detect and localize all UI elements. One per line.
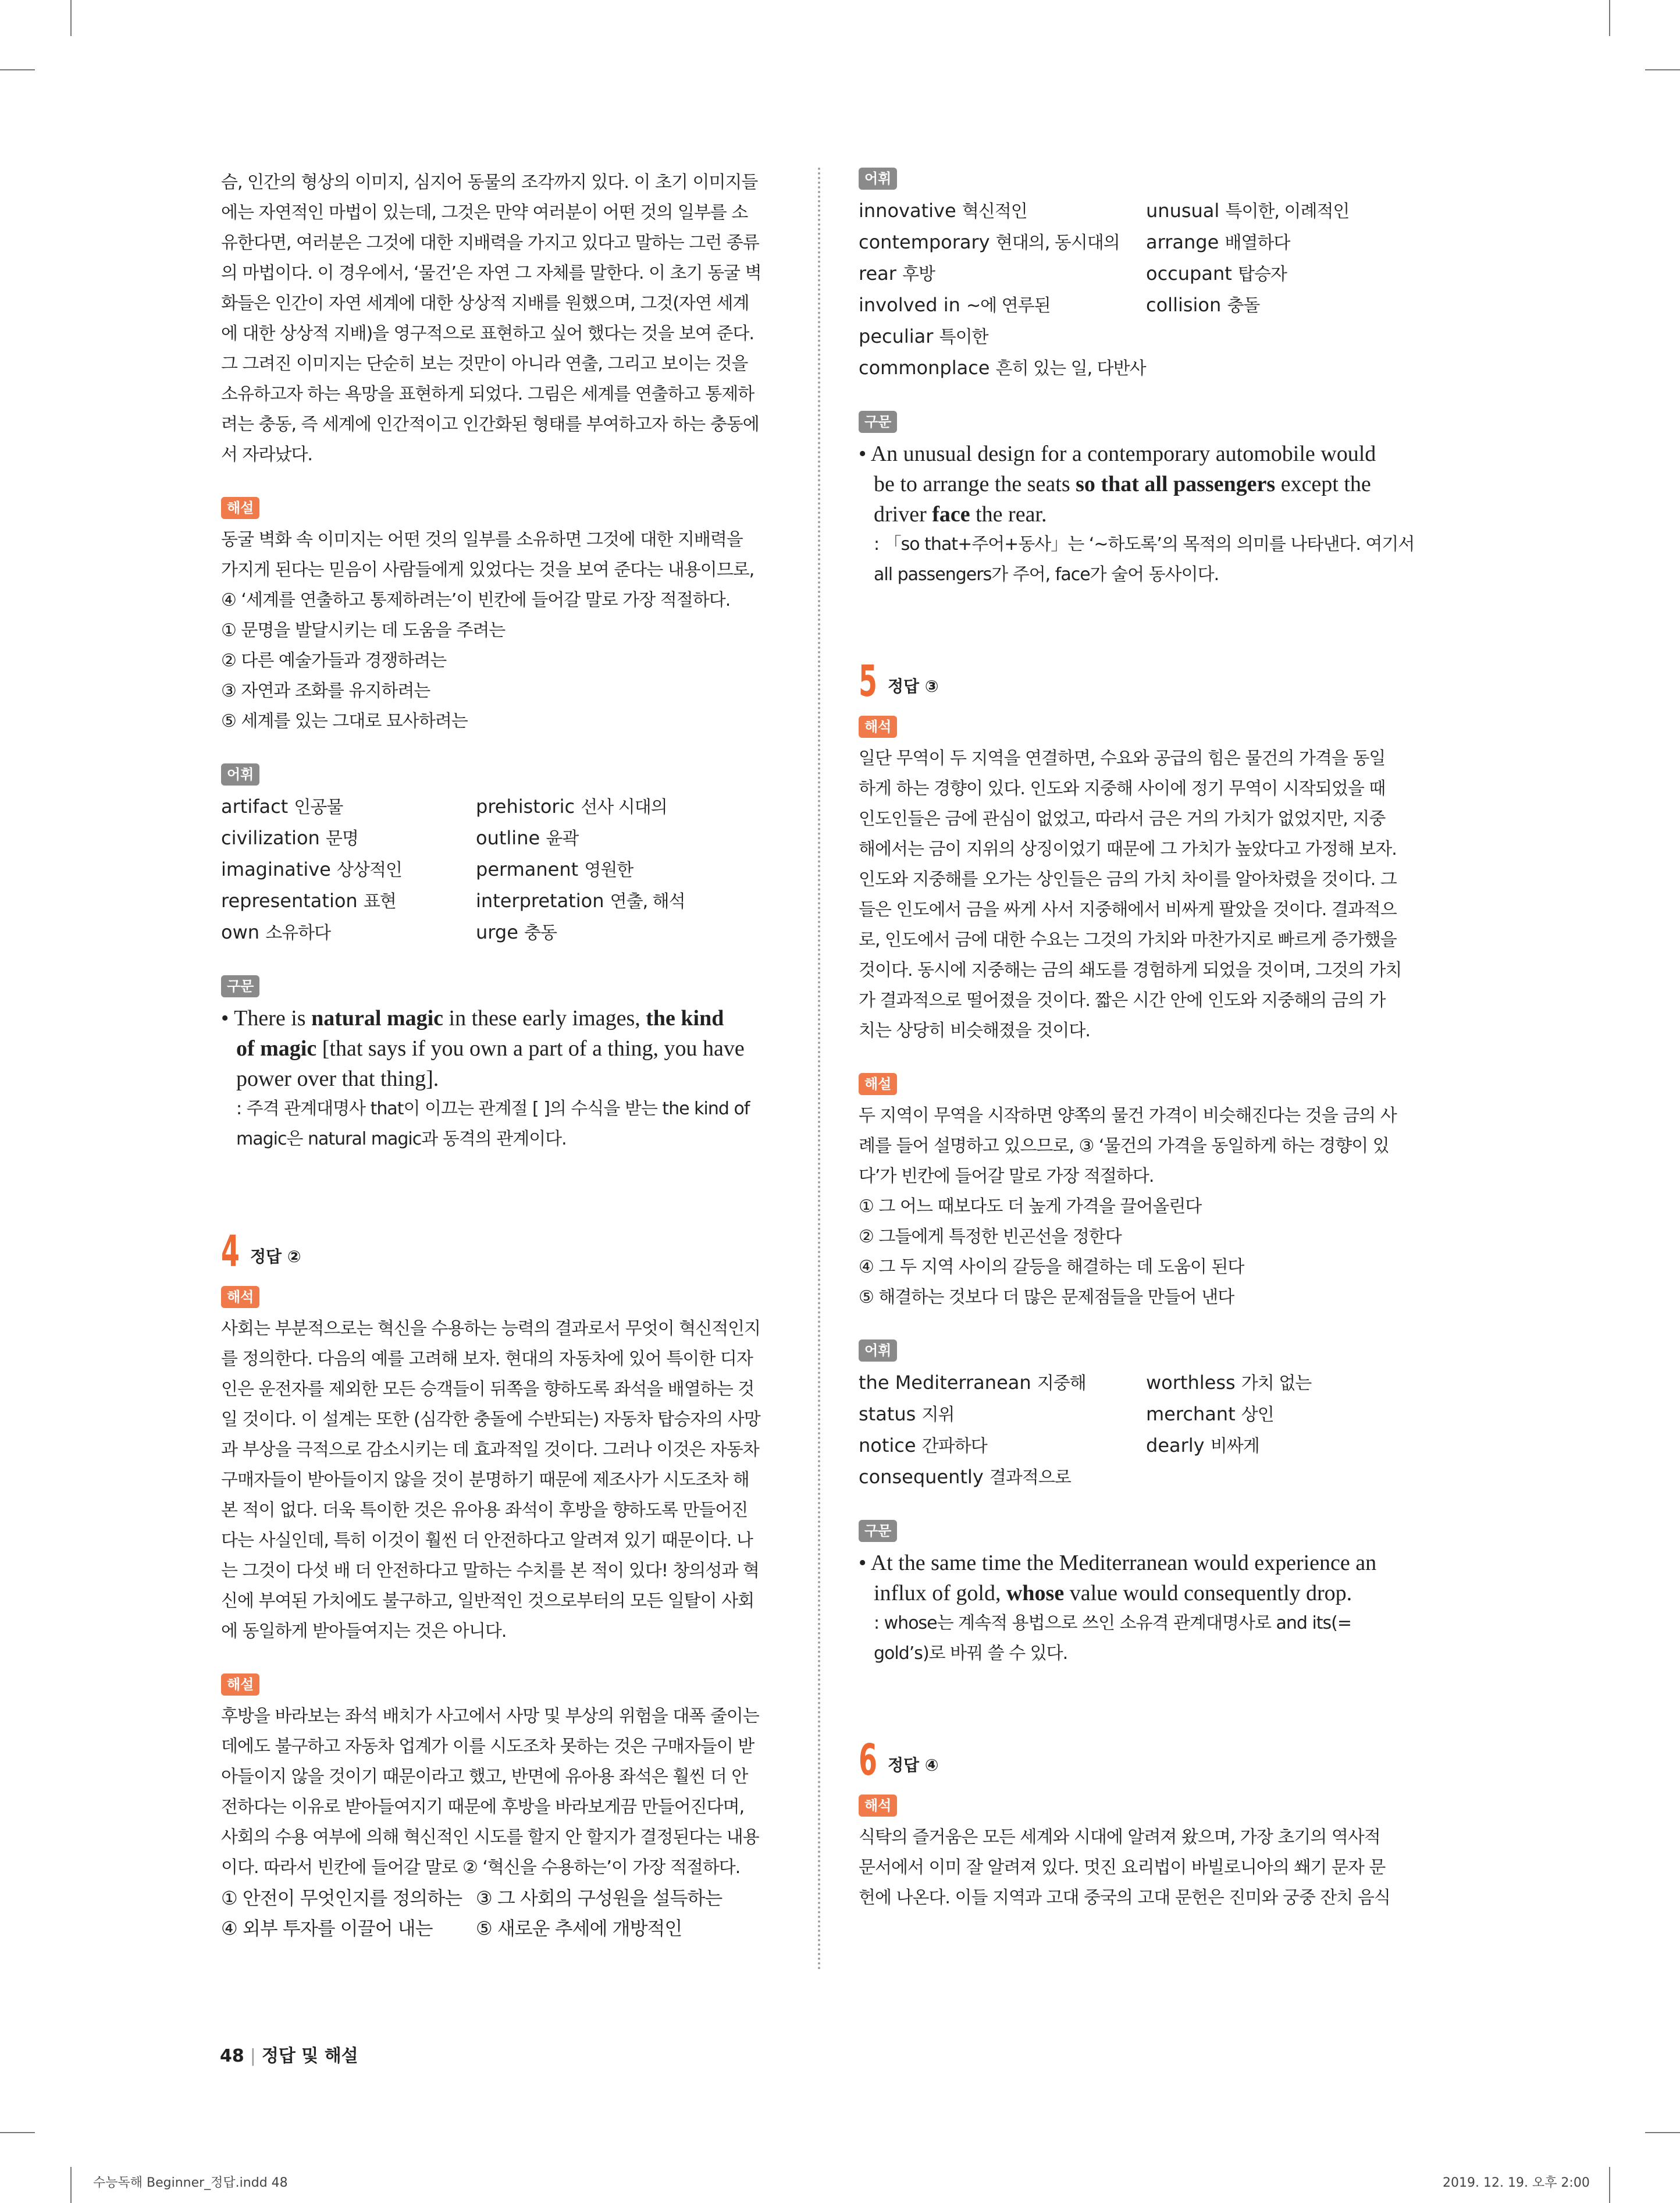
gumun-tag: 구문	[859, 1520, 897, 1542]
question-number: 6	[859, 1735, 877, 1785]
vocab-item: occupant 탑승자	[1146, 262, 1287, 285]
vocab-item: rear 후방	[859, 262, 935, 285]
haeseok-tag: 해석	[859, 1795, 897, 1817]
q5-explanation: 두 지역이 무역을 시작하면 양쪽의 물건 가격이 비슷해진다는 것을 금의 사 례를 들어 설명하고 있으므로, ③ ‘물건의 가격을 동일하게 하는 경향이 있 다’가 빈칸에 들어갈 말로 가장 적절하다. ① 그 어느 때보다도 더 높게 가격을 끌어올린다 ② 그들에게 특정한 빈곤선을 정한다 ④ 그 두 지역 사이의 갈등을 해결하는 데 도움이 된다 ⑤ 해결하는 것보다 더 많은 문제점들을 만들어 낸다	[859, 1106, 1397, 1307]
vocab-item: commonplace 흔히 있는 일, 다반사	[859, 357, 1146, 379]
answer-label: 정답 ④	[888, 1756, 939, 1775]
q6-answer-heading	[859, 1735, 1416, 1785]
print-slug-date: 2019. 12. 19. 오후 2:00	[1443, 2176, 1590, 2190]
vocab-item: outline 윤곽	[476, 827, 579, 849]
q5-grammar-note: • At the same time the Mediterranean would experience an influx of gold, whose value would consequently drop. : whose는 계속적 용법으로 쓰인 소유격 관계대명사로 and its(= gold’s)로 바꿔 쓸 수 있다.	[859, 1551, 1377, 1664]
gumun-tag: 구문	[221, 975, 259, 997]
column-divider	[818, 168, 820, 1971]
q5-answer-heading	[859, 656, 1416, 706]
footer-separator: |	[250, 2046, 256, 2066]
vocab-item: urge 충동	[476, 921, 557, 943]
haeseok-tag: 해석	[859, 716, 897, 738]
vocab-item: consequently 결과적으로	[859, 1466, 1071, 1488]
vocab-item: arrange 배열하다	[1146, 231, 1290, 253]
vocab-item: own 소유하다	[221, 921, 331, 943]
crop-mark	[70, 0, 72, 36]
q4-translation: 사회는 부분적으로는 혁신을 수용하는 능력의 결과로서 무엇이 혁신적인지 를 정의한다. 다음의 예를 고려해 보자. 현대의 자동차에 있어 특이한 디자 인은 운전자를 제외한 모든 승객들이 뒤쪽을 향하도록 좌석을 배열하는 것 일 것이다. 이 설계는 또한 (심각한 충돌에 수반되는) 자동차 탑승자의 사망 과 부상을 극적으로 감소시키는 데 효과적일 것이다. 그러나 이것은 자동차 구매자들이 받아들이지 않을 것이 분명하기 때문에 제조사가 시도조차 해 본 적이 없다. 더욱 특이한 것은 유아용 좌석이 후방을 향하도록 만들어진 다는 사실인데, 특히 이것이 훨씬 더 안전하다고 알려져 있기 때문이다. 나 는 그것이 다섯 배 더 안전하다고 말하는 수치를 본 적이 있다! 창의성과 혁 신에 부여된 가치에도 불구하고, 일반적인 것으로부터의 모든 일탈이 사회 에 동일하게 받아들여지는 것은 아니다.	[221, 1319, 761, 1641]
left-column	[221, 168, 778, 1943]
vocab-item: involved in ~에 연루된	[859, 294, 1051, 316]
vocab-tag: 어휘	[859, 1339, 897, 1362]
vocab-item: representation 표현	[221, 890, 396, 912]
vocab-item: contemporary 현대의, 동시대의	[859, 231, 1120, 253]
q4-options: ① 안전이 무엇인지를 정의하는 ③ 그 사회의 구성원을 설득하는 ④ 외부 투자를 이끌어 내는 ⑤ 새로운 추세에 개방적인	[221, 1887, 722, 1939]
q4-answer-heading	[221, 1227, 778, 1277]
vocab-item: unusual 특이한, 이례적인	[1146, 200, 1350, 222]
q3-grammar-note: • There is natural magic in these early images, the kind of magic [that says if you own a part of a thing, you have power over that thing]. : 주격 관계대명사 that이 이끄는 관계절 [ ]의 수식을 받는 the kind of magic은 natural magic과 동격의 관계이다.	[221, 1006, 750, 1149]
vocab-item: interpretation 연출, 해석	[476, 890, 685, 912]
section-title: 정답 및 해설	[261, 2046, 358, 2066]
vocab-item: peculiar 특이한	[859, 325, 988, 347]
page-number: 48	[220, 2046, 244, 2066]
haeseol-tag: 해설	[221, 1673, 259, 1696]
q5-translation: 일단 무역이 두 지역을 연결하면, 수요와 공급의 힘은 물건의 가격을 동일 하게 하는 경향이 있다. 인도와 지중해 사이에 정기 무역이 시작되었을 때 인도인들은 금에 관심이 없었고, 따라서 금은 거의 가치가 없었지만, 지중 해에서는 금이 지위의 상징이었기 때문에 그 가치가 높았다고 가정해 보자. 인도와 지중해를 오가는 상인들은 금의 가치 차이를 알아차렸을 것이다. 그 들은 인도에서 금을 싸게 사서 지중해에서 비싸게 팔았을 것이다. 결과적으 로, 인도에서 금에 대한 수요는 그것의 가치와 마찬가지로 빠르게 증가했을 것이다. 동시에 지중해는 금의 쇄도를 경험하게 되었을 것이며, 그것의 가치 가 결과적으로 떨어졌을 것이다. 짧은 시간 안에 인도와 지중해의 금의 가 치는 상당히 비슷해졌을 것이다.	[859, 748, 1402, 1041]
q5-vocab-list	[859, 1367, 1416, 1493]
answer-label: 정답 ②	[250, 1247, 301, 1266]
vocab-item: the Mediterranean 지중해	[859, 1371, 1086, 1394]
vocab-item: innovative 혁신적인	[859, 200, 1027, 222]
crop-mark	[1609, 0, 1610, 36]
q4-grammar-note: • An unusual design for a contemporary automobile would be to arrange the seats so that all passengers except the driver face the rear. : 「so that+주어+동사」는 ‘~하도록’의 목적의 의미를 나타낸다. 여기서 all passengers가 주어, face가 술어 동사이다.	[859, 442, 1415, 585]
haeseol-tag: 해설	[859, 1073, 897, 1095]
vocab-tag: 어휘	[859, 168, 897, 190]
vocab-item: civilization 문명	[221, 827, 358, 849]
vocab-item: collision 충돌	[1146, 294, 1260, 316]
vocab-item: worthless 가치 없는	[1146, 1371, 1312, 1394]
page-footer	[220, 2041, 358, 2067]
print-slug-file: 수능독해 Beginner_정답.indd 48	[93, 2176, 288, 2190]
vocab-tag: 어휘	[221, 763, 259, 786]
right-column	[859, 168, 1416, 1913]
question-number: 5	[859, 656, 877, 706]
crop-mark	[0, 2132, 35, 2133]
crop-mark	[70, 2167, 72, 2203]
answer-label: 정답 ③	[888, 677, 939, 696]
crop-mark	[1645, 69, 1680, 70]
vocab-item: prehistoric 선사 시대의	[476, 795, 667, 818]
gumun-tag: 구문	[859, 411, 897, 433]
q3-explanation: 동굴 벽화 속 이미지는 어떤 것의 일부를 소유하면 그것에 대한 지배력을 가지게 된다는 믿음이 사람들에게 있었다는 것을 보여 준다는 내용이므로, ④ ‘세계를 연출하고 통제하려는’이 빈칸에 들어갈 말로 가장 적절하다. ① 문명을 발달시키는 데 도움을 주려는 ② 다른 예술가들과 경쟁하려는 ③ 자연과 조화를 유지하려는 ⑤ 세계를 있는 그대로 묘사하려는	[221, 530, 754, 731]
vocab-item: imaginative 상상적인	[221, 858, 402, 880]
crop-mark	[1645, 2132, 1680, 2133]
crop-mark	[1609, 2167, 1610, 2203]
vocab-item: dearly 비싸게	[1146, 1434, 1259, 1456]
vocab-item: merchant 상인	[1146, 1403, 1274, 1425]
q3-translation-continued: 슴, 인간의 형상의 이미지, 심지어 동물의 조각까지 있다. 이 초기 이미지들 에는 자연적인 마법이 있는데, 그것은 만약 여러분이 어떤 것의 일부를 소 유한다면, 여러분은 그것에 대한 지배력을 가지고 있다고 말하는 그런 종류 의 마법이다. 이 경우에서, ‘물건’은 자연 그 자체를 말한다. 이 초기 동굴 벽 화들은 인간이 자연 세계에 대한 상상적 지배를 원했으며, 그것(자연 세계 에 대한 상상적 지배)을 영구적으로 표현하고 싶어 했다는 것을 보여 준다. 그 그려진 이미지는 단순히 보는 것만이 아니라 연출, 그리고 보이는 것을 소유하고자 하는 욕망을 표현하게 되었다. 그림은 세계를 연출하고 통제하 려는 충동, 즉 세계에 인간적이고 인간화된 형태를 부여하고자 하는 충동에 서 자라났다.	[221, 172, 761, 465]
q3-vocab-list	[221, 791, 778, 948]
crop-mark	[0, 69, 35, 70]
vocab-item: artifact 인공물	[221, 795, 343, 818]
vocab-item: notice 간파하다	[859, 1434, 987, 1456]
q4-vocab-list	[859, 196, 1416, 384]
vocab-item: status 지위	[859, 1403, 955, 1425]
question-number: 4	[221, 1227, 240, 1277]
haeseol-tag: 해설	[221, 497, 259, 519]
q6-translation: 식탁의 즐거움은 모든 세계와 시대에 알려져 왔으며, 가장 초기의 역사적 문서에서 이미 잘 알려져 있다. 멋진 요리법이 바빌로니아의 쐐기 문자 문 헌에 나온다. 이들 지역과 고대 중국의 고대 문헌은 진미와 궁중 잔치 음식	[859, 1827, 1390, 1908]
vocab-item: permanent 영원한	[476, 858, 633, 880]
haeseok-tag: 해석	[221, 1286, 259, 1308]
q4-explanation: 후방을 바라보는 좌석 배치가 사고에서 사망 및 부상의 위험을 대폭 줄이는 데에도 불구하고 자동차 업계가 이를 시도조차 못하는 것은 구매자들이 받 아들이지 않을 것이기 때문이라고 했고, 반면에 유아용 좌석은 훨씬 더 안 전하다는 이유로 받아들여지기 때문에 후방을 바라보게끔 만들어진다며, 사회의 수용 여부에 의해 혁신적인 시도를 할지 안 할지가 결정된다는 내용 이다. 따라서 빈칸에 들어갈 말로 ② ‘혁신을 수용하는’이 가장 적절하다.	[221, 1706, 759, 1878]
